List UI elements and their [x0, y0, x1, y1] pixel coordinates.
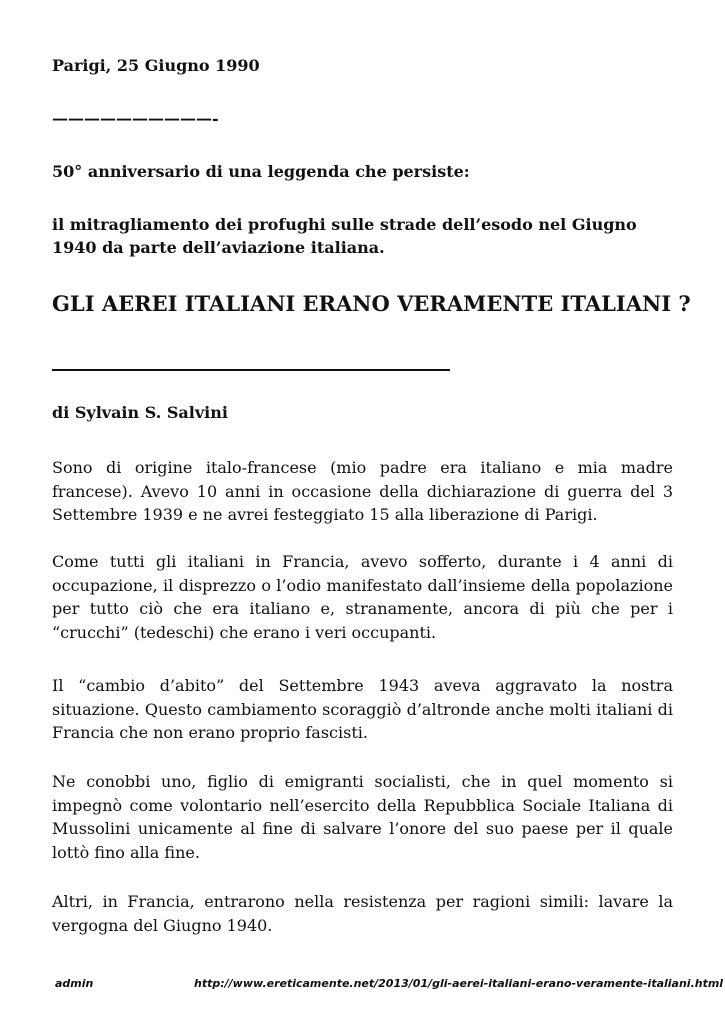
byline: di Sylvain S. Salvini [52, 403, 228, 422]
paragraph: Sono di origine italo-francese (mio padre era italiano e mia madre francese). Avevo 10 anni in occasione della dichiarazione di guerra del 3 Settembre 1939 e ne avrei festeggiato 15 alla liberazione di Parigi. [52, 458, 673, 524]
paragraph: Il “cambio d’abito” del Settembre 1943 aveva aggravato la nostra situazione. Questo cambiamento scoraggiò d’altronde anche molti italiani di Francia che non erano proprio fascisti. [52, 676, 673, 742]
page-title: GLI AEREI ITALIANI ERANO VERAMENTE ITALIANI ? [52, 291, 691, 316]
paragraph: Come tutti gli italiani in Francia, avevo sofferto, durante i 4 anni di occupazione, il disprezzo o l’odio manifestato dall’insieme della popolazione per tutto ciò che era italiano e, stranamente, ancora di più che per i “crucchi” (tedeschi) che erano i veri occupanti. [52, 552, 673, 642]
date-line: Parigi, 25 Giugno 1990 [52, 56, 260, 75]
horizontal-rule [52, 369, 450, 371]
subtitle: il mitragliamento dei profughi sulle strade dell’esodo nel Giugno 1940 da parte dell’aviazione italiana. [52, 215, 637, 257]
footer-url[interactable]: http://www.ereticamente.net/2013/01/gli-aerei-italiani-erano-veramente-italiani.html [194, 977, 724, 990]
dash-separator: ——————————- [52, 109, 219, 128]
paragraph: Ne conobbi uno, figlio di emigranti socialisti, che in quel momento si impegnò come volontario nell’esercito della Repubblica Sociale Italiana di Mussolini unicamente al fine di salvare l’onore del suo paese per il quale lottò fino alla fine. [52, 772, 673, 862]
paragraph: Altri, in Francia, entrarono nella resistenza per ragioni simili: lavare la vergogna del Giugno 1940. [52, 892, 673, 935]
anniversary-heading: 50° anniversario di una leggenda che persiste: [52, 162, 470, 181]
footer-author: admin [55, 977, 94, 990]
